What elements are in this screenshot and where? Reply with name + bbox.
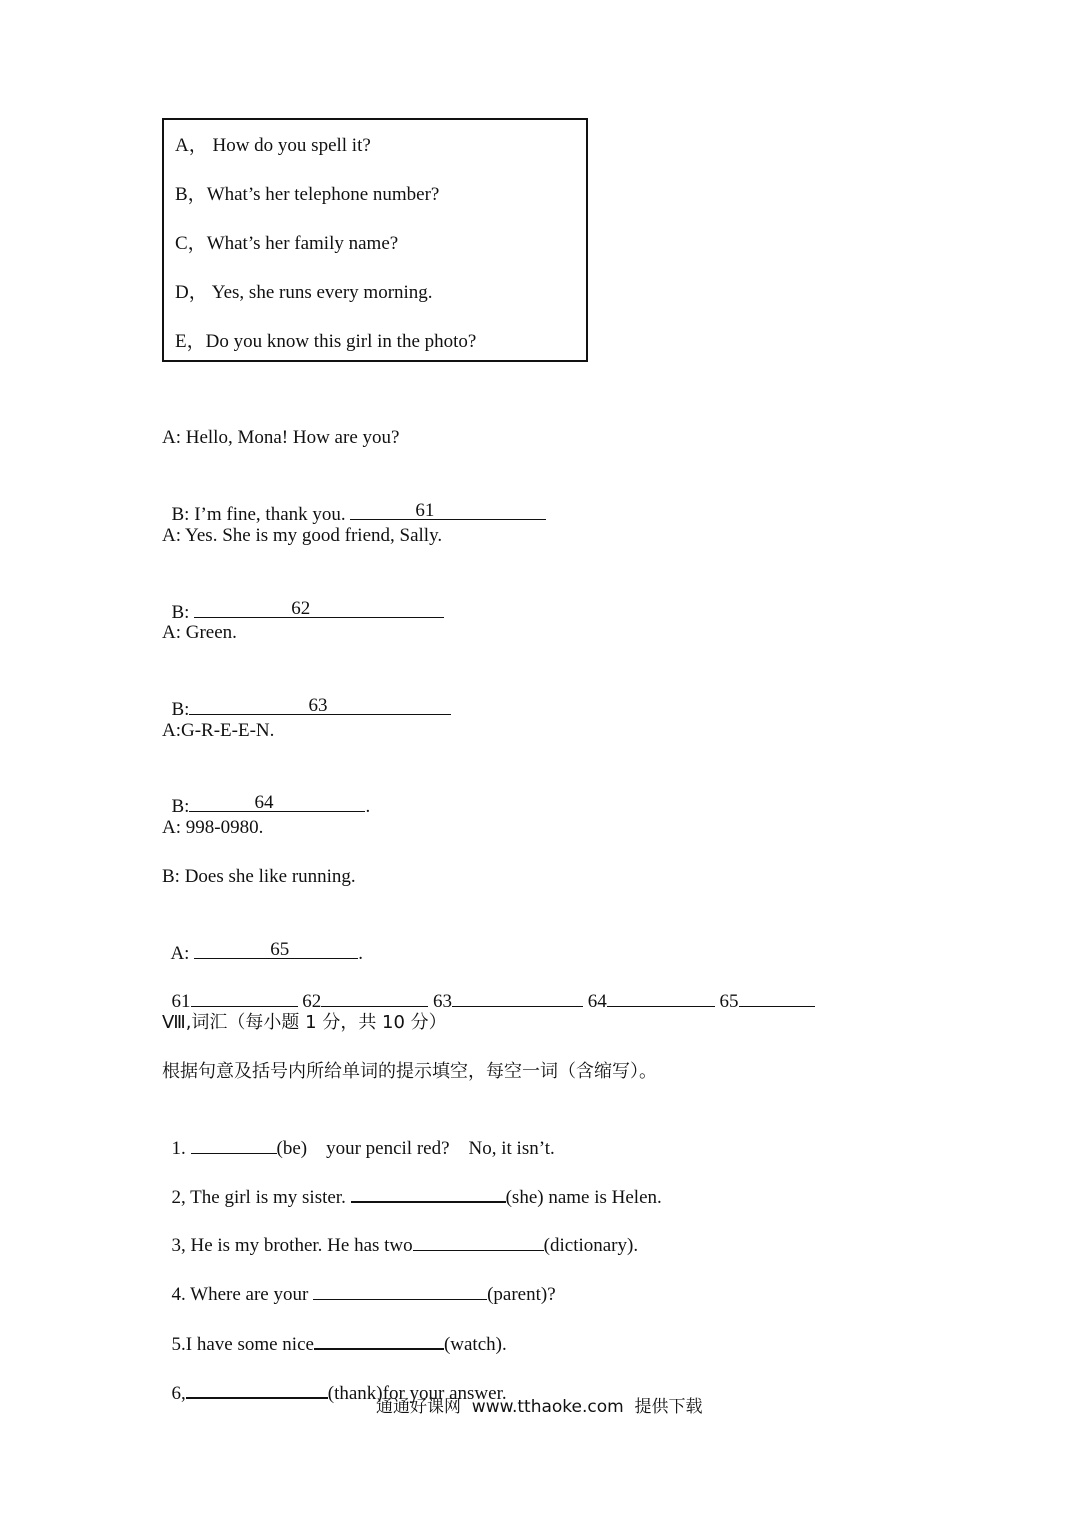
vocab-blank-1[interactable] <box>191 1133 277 1154</box>
vocab-blank-2[interactable] <box>351 1181 506 1203</box>
vocab-blank-5[interactable] <box>314 1328 444 1350</box>
dialogue-line-8: B: 64 . <box>171 792 371 817</box>
dialogue-line-4: B: 62 <box>162 573 444 625</box>
dialogue-line-10: B: Does she like running. <box>162 866 356 887</box>
vocab-q3: 3, He is my brother. He has two (dictionary). <box>162 1206 638 1258</box>
answer-blank-61[interactable] <box>191 986 298 1007</box>
vocab-q5: 5.I have some nice (watch). <box>162 1304 507 1357</box>
blank-64[interactable]: 64 <box>189 791 365 812</box>
option-c: C，What’s her family name? <box>175 233 399 254</box>
footer-source: 通通好课网 www.tthaoke.com 提供下载 <box>376 1397 703 1417</box>
vocab-blank-4[interactable] <box>313 1279 487 1300</box>
answer-blank-62[interactable] <box>321 986 428 1007</box>
blank-61[interactable]: 61 <box>350 499 546 520</box>
blank-63[interactable]: 63 <box>189 694 451 715</box>
option-a: A， How do you spell it? <box>175 135 371 156</box>
options-box <box>162 118 588 362</box>
option-d: D， Yes, she runs every morning. <box>175 282 433 303</box>
answer-row: 61 62 63 64 65 <box>162 962 815 1014</box>
vocab-q1: 1. (be) your pencil red? No, it isn’t. <box>162 1109 555 1161</box>
answer-blank-64[interactable] <box>607 986 715 1007</box>
option-b: B，What’s her telephone number? <box>175 184 440 205</box>
dialogue-line-2: B: I’m fine, thank you. 61 <box>162 475 546 527</box>
blank-65[interactable]: 65 <box>194 938 358 959</box>
vocab-q2: 2, The girl is my sister. (she) name is Helen. <box>162 1157 662 1210</box>
dialogue-line-5: A: Green. <box>162 622 237 643</box>
option-e: E，Do you know this girl in the photo? <box>175 331 477 352</box>
dialogue-line-7: A:G-R-E-E-N. <box>162 720 275 741</box>
vocab-blank-6[interactable] <box>186 1377 328 1399</box>
dialogue-line-1: A: Hello, Mona! How are you? <box>162 427 400 448</box>
vocab-blank-3[interactable] <box>413 1230 544 1251</box>
dialogue-line-6: B: 63 <box>162 670 451 722</box>
vocab-q6: 6, (thank)for your answer. <box>162 1353 507 1406</box>
section-heading: Ⅷ,词汇（每小题 1 分，共 10 分） <box>162 1012 447 1033</box>
vocab-q4: 4. Where are your (parent)? <box>162 1255 556 1307</box>
dialogue-line-3: A: Yes. She is my good friend, Sally. <box>162 525 443 546</box>
answer-blank-63[interactable] <box>452 986 583 1007</box>
blank-62[interactable]: 62 <box>194 597 444 618</box>
answer-blank-65[interactable] <box>739 986 815 1007</box>
section-instruction: 根据句意及括号内所给单词的提示填空，每空一词（含缩写）。 <box>162 1061 657 1082</box>
dialogue-line-9: A: 998-0980. <box>162 817 264 838</box>
dialogue-line-11: A: 65 . <box>170 939 363 964</box>
